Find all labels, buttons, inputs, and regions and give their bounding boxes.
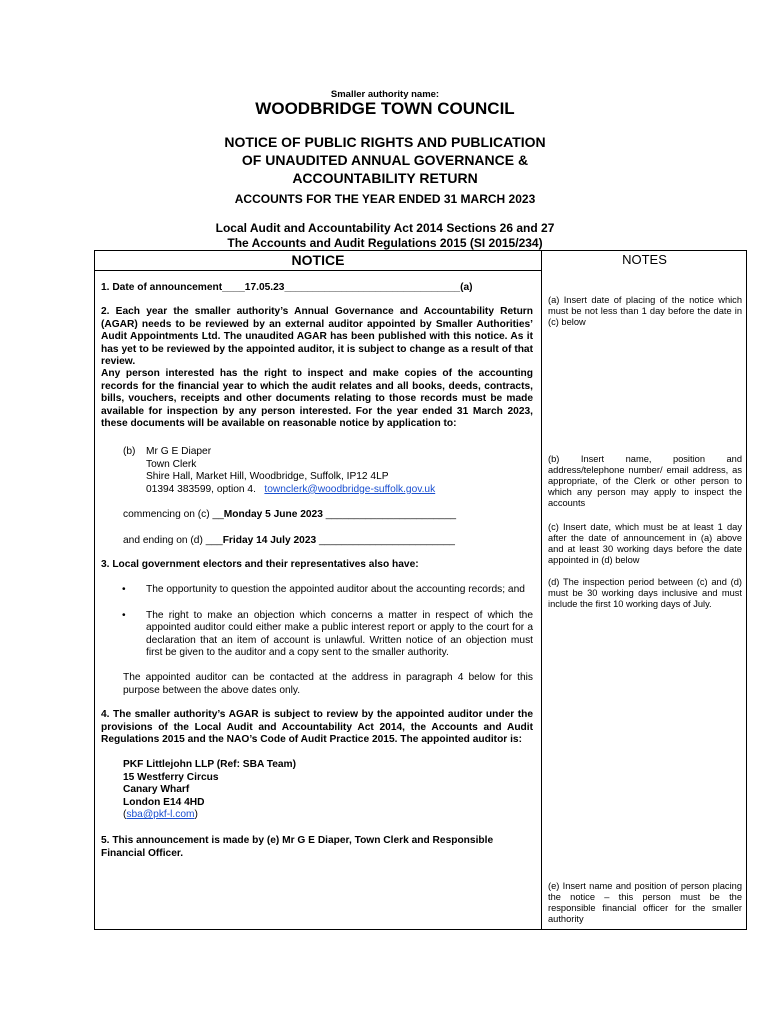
bullet-question-text: The opportunity to question the appointed auditor about the accounting records; and (146, 584, 525, 596)
auditor-email-line (123, 809, 533, 821)
auditor-area: Canary Wharf (123, 784, 190, 796)
legislation-lines (0, 221, 770, 251)
contact-phone: 01394 383599, option 4. (146, 483, 256, 495)
bullet-marker: • (122, 609, 126, 621)
column-divider (541, 251, 542, 929)
act-line-1: Local Audit and Accountability Act 2014 Sections 26 and 27 (215, 221, 555, 235)
note-c: (c) Insert date, which must be at least 1 day after the date of announcement in (a) above and at least 30 working days before the date appointed in (d) below (548, 522, 742, 565)
rights-bullet-objection (101, 610, 533, 660)
section-1-announcement-date: 1. Date of announcement____17.05.23_______________________________(a) (101, 282, 473, 293)
paren-open: ( (123, 809, 127, 820)
notes-column-heading: NOTES (622, 252, 667, 267)
commencing-prefix: commencing on (c) __ (123, 509, 224, 521)
notice-body (101, 282, 533, 860)
commencing-date: Monday 5 June 2023 (223, 509, 323, 521)
commencing-date-line (101, 509, 533, 521)
contact-name: Mr G E Diaper (146, 446, 212, 458)
note-d: (d) The inspection period between (c) and (d) must be 30 working days inclusive and must include the first 10 working days of July. (548, 577, 742, 609)
title-line-1: NOTICE OF PUBLIC RIGHTS AND PUBLICATION (224, 134, 546, 150)
auditor-contact-note: The appointed auditor can be contacted at the address in paragraph 4 below for this purpose between the above dates only. (123, 672, 533, 696)
notice-table (94, 250, 747, 930)
act-line-2: The Accounts and Audit Regulations 2015 (SI 2015/234) (227, 236, 543, 250)
section-2-agar-review: 2. Each year the smaller authority’s Annual Governance and Accountability Return (AGAR) needs to be reviewed by an external auditor appointed by Smaller Authorities’ Audit Appointments Ltd. The unaudited AGAR has been published with this notice. As it has yet to be reviewed by the appointed auditor, it is subject to change as a result of that review. (101, 306, 533, 368)
notice-header-rule (95, 270, 541, 271)
ending-date-line (101, 535, 533, 547)
bullet-objection-text: The right to make an objection which concerns a matter in respect of which the appointed auditor could either make a public interest report or apply to the court for a declaration that an item of account is unlawful. Written notice of an objection must first be given to the auditor and a copy sent to the smaller authority. (146, 609, 533, 658)
section-5-announcer: 5. This announcement is made by (e) Mr G E Diaper, Town Clerk and Responsible Financial Officer. (101, 835, 494, 859)
contact-marker: (b) (123, 446, 136, 458)
notice-column-heading: NOTICE (291, 252, 345, 268)
contact-role: Town Clerk (146, 458, 197, 470)
rights-bullet-question (101, 584, 533, 596)
auditor-address (101, 759, 533, 821)
paren-close: ) (194, 809, 198, 820)
section-2-inspection-rights: Any person interested has the right to inspect and make copies of the accounting records for the financial year to which the audit relates and all books, deeds, contracts, bills, vouchers, receipts and other documents relating to those records must be made available for inspection by any person interested. For the year ended 31 March 2023, these documents will be available on reasonable notice by application to: (101, 368, 533, 430)
contact-address: Shire Hall, Market Hill, Woodbridge, Suffolk, IP12 4LP (146, 471, 389, 483)
note-b: (b) Insert name, position and address/telephone number/ email address, as appropriate, of the Clerk or other person to which any person may apply to inspect the accounts (548, 454, 742, 508)
inspection-contact (101, 446, 533, 496)
title-line-3: ACCOUNTABILITY RETURN (292, 170, 478, 186)
bullet-marker: • (122, 584, 126, 596)
accounts-year-line: ACCOUNTS FOR THE YEAR ENDED 31 MARCH 2023 (234, 192, 536, 206)
ending-prefix: and ending on (d) ___ (123, 534, 223, 546)
section-3-heading: 3. Local government electors and their representatives also have: (101, 558, 419, 570)
contact-phone-email (101, 484, 533, 496)
notice-title (0, 133, 770, 187)
note-a: (a) Insert date of placing of the notice which must be not less than 1 day before the date in (c) below (548, 295, 742, 327)
commencing-suffix: _______________________ (322, 509, 457, 521)
ending-date: Friday 14 July 2023 (222, 534, 317, 546)
auditor-email-link[interactable]: sba@pkf-l.com (126, 809, 195, 820)
ending-suffix: ________________________ (316, 534, 455, 546)
auditor-name: PKF Littlejohn LLP (Ref: SBA Team) (123, 759, 296, 771)
council-name: WOODBRIDGE TOWN COUNCIL (255, 99, 515, 118)
section-4-auditor-review: 4. The smaller authority’s AGAR is subject to review by the appointed auditor under the provisions of the Local Audit and Accountability Act 2014, the Accounts and Audit Regulations 2015 and the NAO’s Code of Audit Practice 2015. The appointed auditor is: (101, 709, 533, 745)
auditor-city: London E14 4HD (123, 796, 205, 808)
auditor-street: 15 Westferry Circus (123, 771, 219, 783)
note-e: (e) Insert name and position of person placing the notice – this person must be the responsible financial officer for the smaller authority (548, 881, 742, 924)
contact-email-link[interactable]: townclerk@woodbridge-suffolk.gov.uk (264, 483, 436, 495)
title-line-2: OF UNAUDITED ANNUAL GOVERNANCE & (241, 152, 529, 168)
smaller-authority-label: Smaller authority name: (330, 89, 440, 100)
